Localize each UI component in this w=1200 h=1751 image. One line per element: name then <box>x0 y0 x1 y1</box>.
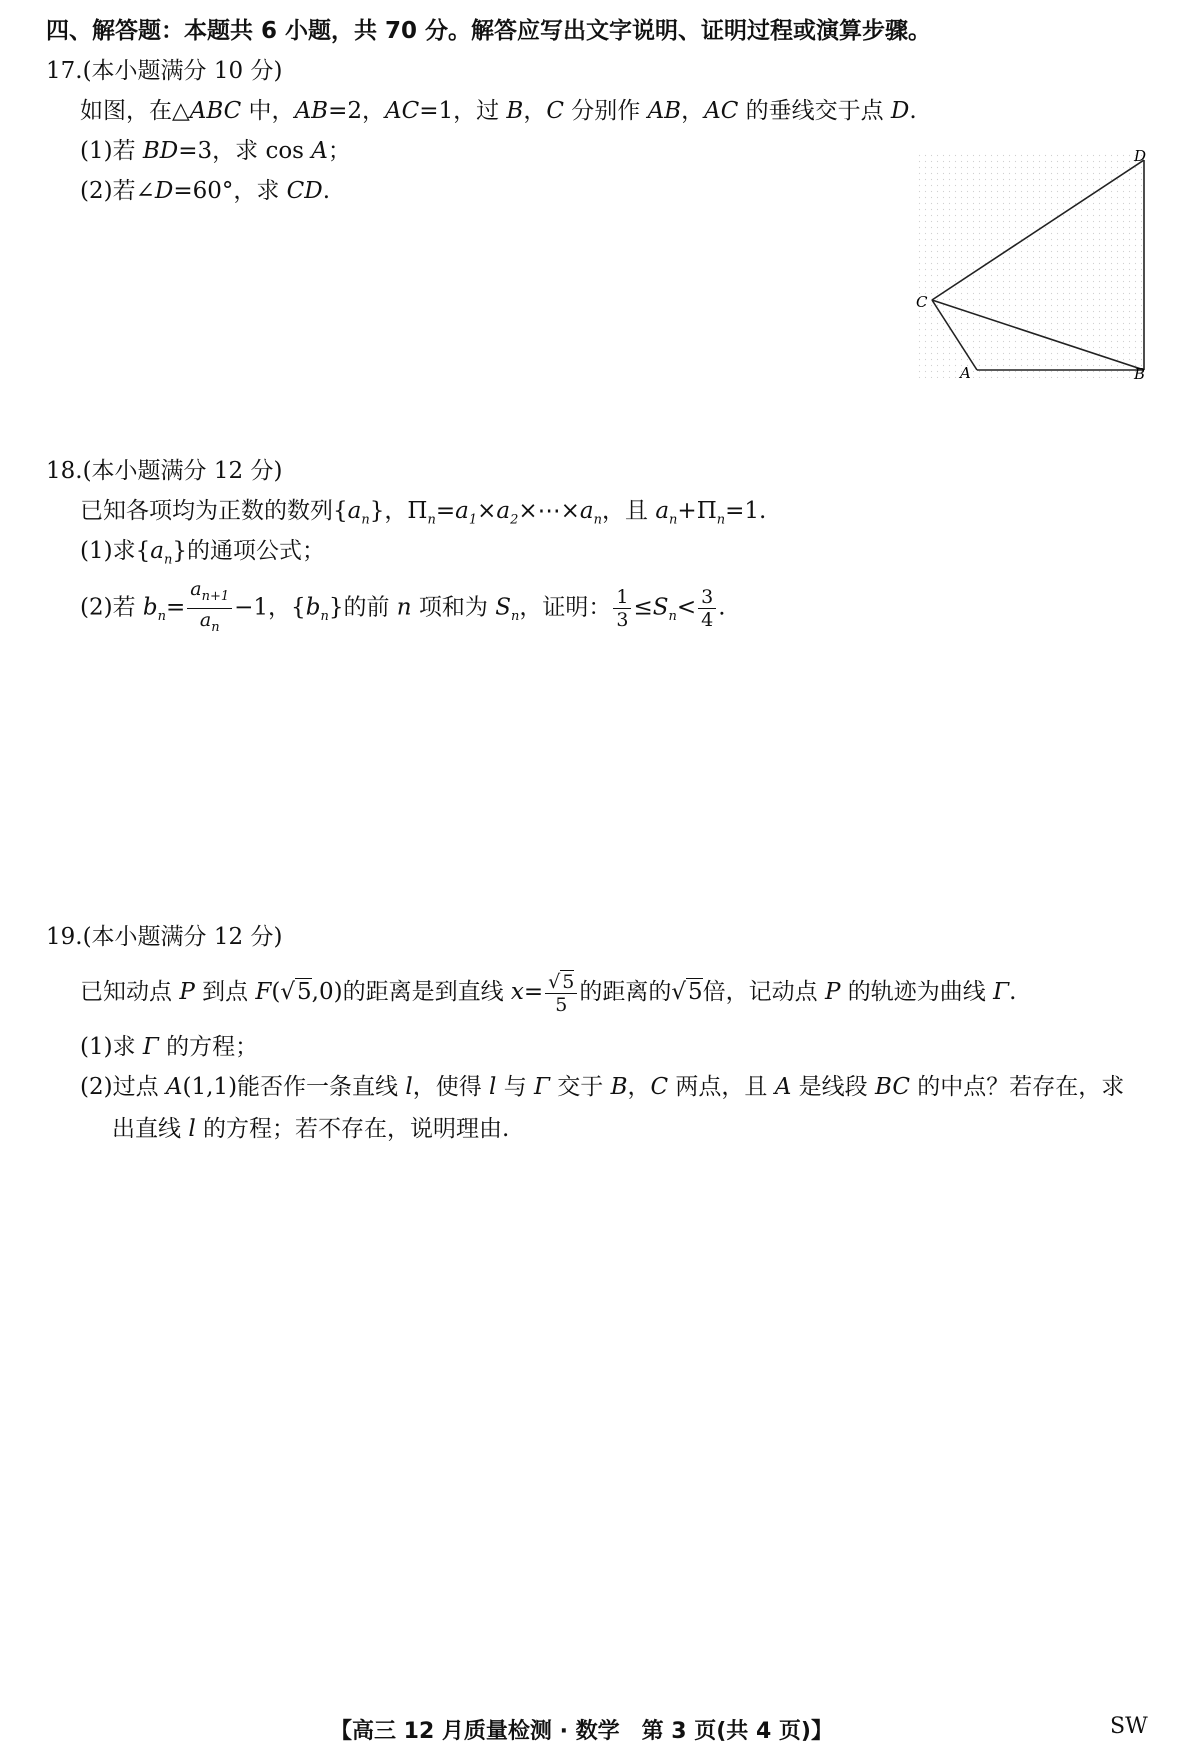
q17-number: 17. <box>46 58 83 84</box>
fraction-sqrt5-over-5: $\frac{√ 5}{5}$ <box>545 971 577 1016</box>
q19-score: (本小题满分 12 分) <box>82 924 283 950</box>
fraction-an1-over-an: $\frac{a_{n+1}}{a_n}$ <box>187 578 232 639</box>
q17-heading <box>46 56 282 86</box>
q19-number: 19. <box>46 924 83 950</box>
label-b: B <box>1134 365 1146 380</box>
label-a: A <box>960 364 971 380</box>
q18-score: (本小题满分 12 分) <box>82 458 283 484</box>
fraction-three-quarters: $\frac{3}{4}$ <box>698 586 716 631</box>
q18-part1: (1)求$\{a_n\}$的通项公式； <box>80 538 325 568</box>
q17-stem: 如图，在△ABC 中，AB=2，AC=1，过 B，C 分别作 AB，AC 的垂线交于点 D. <box>80 98 917 124</box>
q18-part2: (2)若 $b_n=$ $\frac{a_{n+1}}{a_n}$ −1，$\{b_n\}$的前 n 项和为 $S_n$，证明： $\frac{1}{3}$ $\le S_n<$ $\frac{3}{4}$ . <box>80 578 726 643</box>
triangle-figure <box>912 148 1152 380</box>
q19-part2-line1: (2)过点 A(1,1)能否作一条直线 l，使得 l 与 Γ 交于 B，C 两点，且 A 是线段 BC 的中点？若存在，求 <box>80 1074 1125 1100</box>
q17-part1: (1)若 BD=3，求 cos A； <box>80 138 351 164</box>
section-header: 四、解答题：本题共 6 小题，共 70 分。解答应写出文字说明、证明过程或演算步骤。 <box>46 18 932 44</box>
figure-background <box>916 154 1146 378</box>
q17-score: (本小题满分 10 分) <box>82 58 283 84</box>
q19-part1: (1)求 Γ 的方程； <box>80 1034 259 1060</box>
q17-part2: (2)若∠D=60°，求 CD. <box>80 178 331 204</box>
q19-stem: 已知动点 P 到点 F(√5,0)的距离是到直线 x= $\frac{√ 5}{5}$ 的距离的√5倍，记动点 P 的轨迹为曲线 Γ. <box>80 970 1017 1016</box>
q18-heading <box>46 456 282 486</box>
q19-part2-line2: 出直线 l 的方程；若不存在，说明理由. <box>112 1116 510 1142</box>
q19-heading <box>46 922 282 952</box>
fraction-one-third: $\frac{1}{3}$ <box>613 586 631 631</box>
label-d: D <box>1134 148 1147 165</box>
footer-page-info: 【高三 12 月质量检测 · 数学 第 3 页(共 4 页)】 <box>330 1719 833 1744</box>
label-c: C <box>916 293 928 311</box>
q18-stem: 已知各项均为正数的数列$\{a_n\}$，$\Pi_n=a_1\times a_2\times\cdots\times a_n$，且 $a_n+\Pi_n=1$. <box>80 498 767 528</box>
q18-number: 18. <box>46 458 83 484</box>
footer-code: SW <box>1110 1714 1148 1739</box>
